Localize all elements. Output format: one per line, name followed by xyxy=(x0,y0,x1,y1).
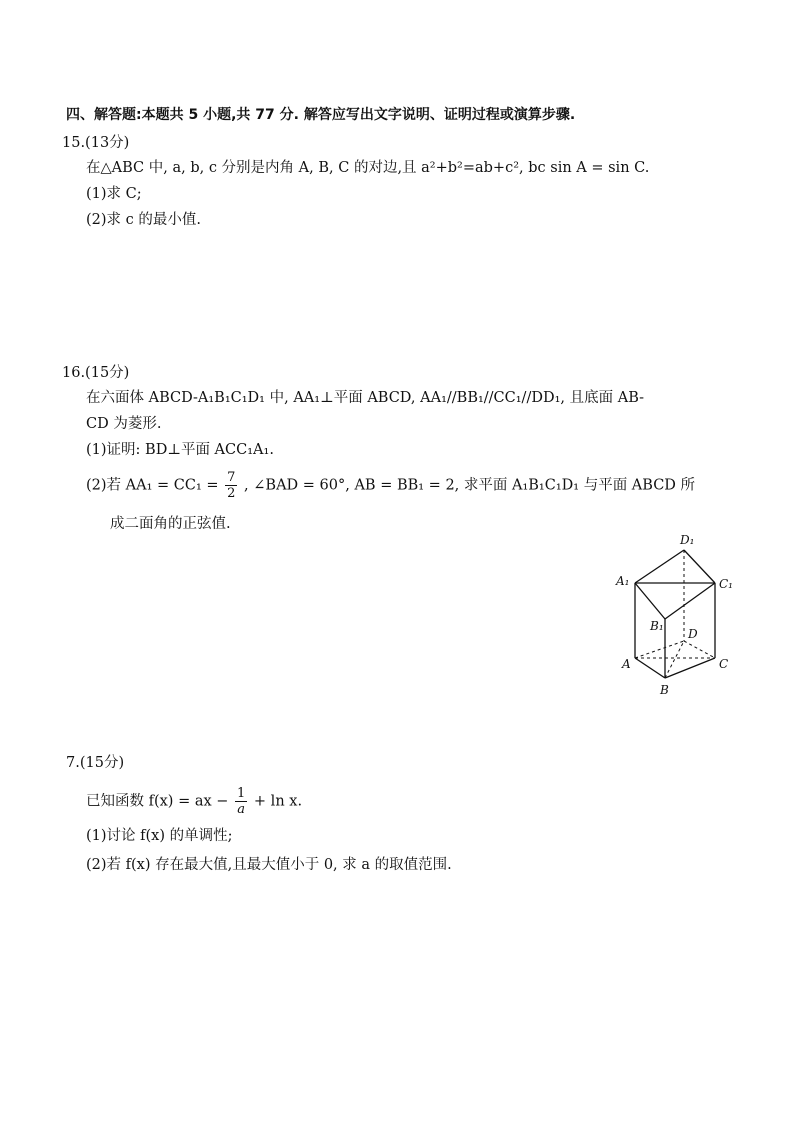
q17-fraction-denominator: a xyxy=(237,802,246,817)
edge-a1-d1 xyxy=(635,550,684,583)
section-heading: 四、解答题:本题共 5 小题,共 77 分. 解答应写出文字说明、证明过程或演算步骤. xyxy=(66,107,576,123)
q15-header: 15.(13分) xyxy=(62,135,130,151)
q16-part2 xyxy=(86,470,695,501)
q17-part1: (1)讨论 f(x) 的单调性; xyxy=(86,828,233,844)
label-a1: A₁ xyxy=(616,574,630,588)
label-c: C xyxy=(719,657,729,671)
q15-stem: 在△ABC 中, a, b, c 分别是内角 A, B, C 的对边,且 a²+b²=ab+c², bc sin A = sin C. xyxy=(86,160,650,176)
q17-fraction-numerator: 1 xyxy=(237,786,246,801)
edge-d1-c1 xyxy=(684,550,715,583)
q17-stem xyxy=(86,786,302,817)
q15-part1: (1)求 C; xyxy=(86,186,142,202)
label-d1: D₁ xyxy=(680,533,695,547)
edge-d-c-hidden xyxy=(684,641,715,658)
q17-header: 7.(15分) xyxy=(66,755,125,771)
edge-b1-c1 xyxy=(665,583,715,619)
q16-header: 16.(15分) xyxy=(62,365,130,381)
label-b1: B₁ xyxy=(650,619,664,633)
label-a: A xyxy=(622,657,631,671)
q16-fraction-denominator: 2 xyxy=(227,486,236,501)
q16-part2-prefix: (2)若 AA₁ = CC₁ = xyxy=(86,477,219,494)
edge-a1-b1 xyxy=(635,583,665,619)
q17-part2: (2)若 f(x) 存在最大值,且最大值小于 0, 求 a 的取值范围. xyxy=(86,857,452,873)
q15-part2: (2)求 c 的最小值. xyxy=(86,212,201,228)
q17-stem-prefix: 已知函数 f(x) = ax − xyxy=(86,793,229,810)
edge-b-c xyxy=(665,658,715,678)
label-b: B xyxy=(660,683,669,697)
hexahedron-figure xyxy=(610,530,740,700)
q16-fraction xyxy=(225,470,237,501)
q16-stem-line1: 在六面体 ABCD-A₁B₁C₁D₁ 中, AA₁⊥平面 ABCD, AA₁//BB₁//CC₁//DD₁, 且底面 AB- xyxy=(86,390,645,406)
q17-fraction xyxy=(235,786,247,817)
q16-part2-line2: 成二面角的正弦值. xyxy=(110,516,231,532)
q16-fraction-numerator: 7 xyxy=(227,470,236,485)
label-d: D xyxy=(688,627,698,641)
label-c1: C₁ xyxy=(719,577,733,591)
q16-part2-suffix: , ∠BAD = 60°, AB = BB₁ = 2, 求平面 A₁B₁C₁D₁ 与平面 ABCD 所 xyxy=(244,477,696,494)
q16-stem-line2: CD 为菱形. xyxy=(86,416,162,432)
q17-stem-suffix: + ln x. xyxy=(253,793,303,810)
edge-a-b xyxy=(635,658,665,678)
diagonal-bd-hidden xyxy=(665,641,684,678)
q16-part1: (1)证明: BD⊥平面 ACC₁A₁. xyxy=(86,442,274,458)
